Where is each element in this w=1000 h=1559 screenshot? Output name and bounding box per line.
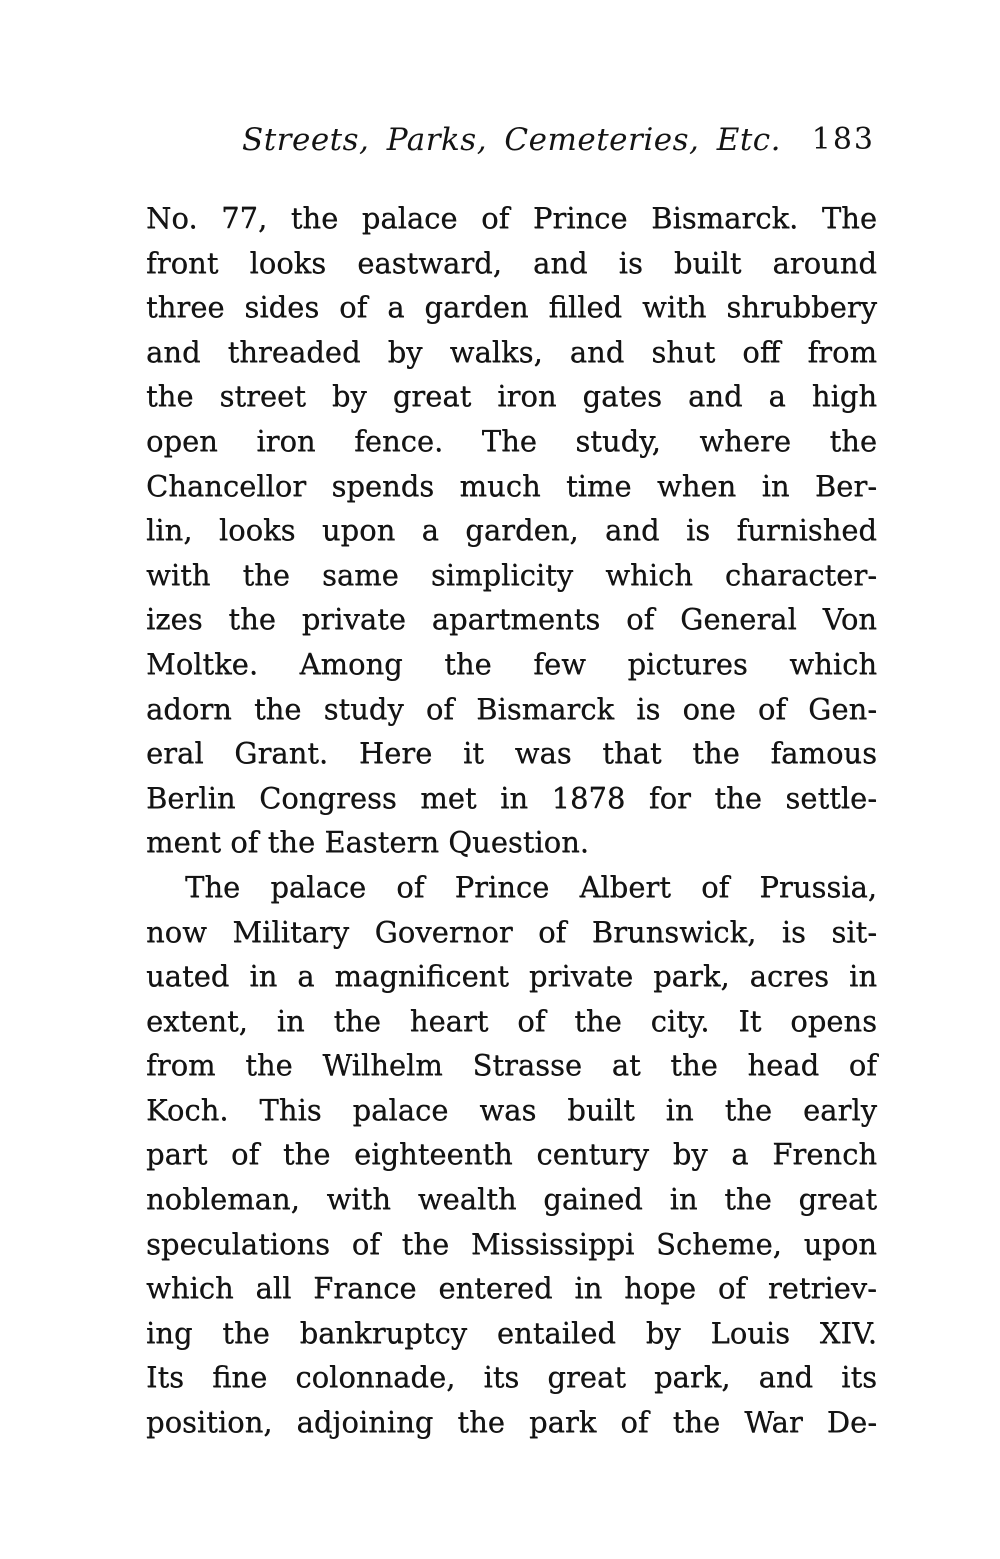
text-line: position, adjoining the park of the War De- <box>146 1405 877 1440</box>
text-line: izes the private apartments of General Von <box>146 602 877 637</box>
text-line: uated in a magnificent private park, acres in <box>146 959 877 994</box>
page-number: 183 <box>811 122 875 157</box>
text-line: extent, in the heart of the city. It opens <box>146 1003 877 1038</box>
paragraph-2 <box>146 865 877 1445</box>
text-line: which all France entered in hope of retriev- <box>146 1271 877 1306</box>
running-title: Streets, Parks, Cemeteries, Etc. <box>241 122 782 158</box>
text-line: Berlin Congress met in 1878 for the settle- <box>146 780 877 815</box>
text-line: front looks eastward, and is built around <box>146 245 877 280</box>
text-line: eral Grant. Here it was that the famous <box>146 736 877 771</box>
text-line: nobleman, with wealth gained in the great <box>146 1182 877 1217</box>
text-line: the street by great iron gates and a high <box>146 379 877 414</box>
text-line: No. 77, the palace of Prince Bismarck. The <box>146 201 877 235</box>
text-line: part of the eighteenth century by a French <box>146 1137 877 1172</box>
text-line: Koch. This palace was built in the early <box>146 1092 877 1127</box>
text-line: The palace of Prince Albert of Prussia, <box>185 869 877 904</box>
text-line: three sides of a garden filled with shrubbery <box>146 290 877 325</box>
text-line: Its fine colonnade, its great park, and its <box>146 1360 877 1395</box>
text-line: from the Wilhelm Strasse at the head of <box>146 1048 877 1083</box>
paragraph-1 <box>146 196 877 865</box>
text-line: adorn the study of Bismarck is one of Gen- <box>146 691 877 726</box>
text-line: Chancellor spends much time when in Ber- <box>146 468 877 503</box>
text-line: open iron fence. The study, where the <box>146 423 877 458</box>
text-line: lin, looks upon a garden, and is furnished <box>146 513 877 548</box>
text-line: ment of the Eastern Question. <box>146 825 590 860</box>
text-line: with the same simplicity which character- <box>146 557 877 592</box>
text-line: speculations of the Mississippi Scheme, upon <box>146 1226 877 1261</box>
running-header <box>146 117 877 163</box>
text-line: now Military Governor of Brunswick, is sit- <box>146 914 877 949</box>
body-text <box>146 196 877 1445</box>
text-line: ing the bankruptcy entailed by Louis XIV. <box>146 1315 877 1350</box>
text-line: Moltke. Among the few pictures which <box>146 646 877 681</box>
text-line: and threaded by walks, and shut off from <box>146 334 877 369</box>
